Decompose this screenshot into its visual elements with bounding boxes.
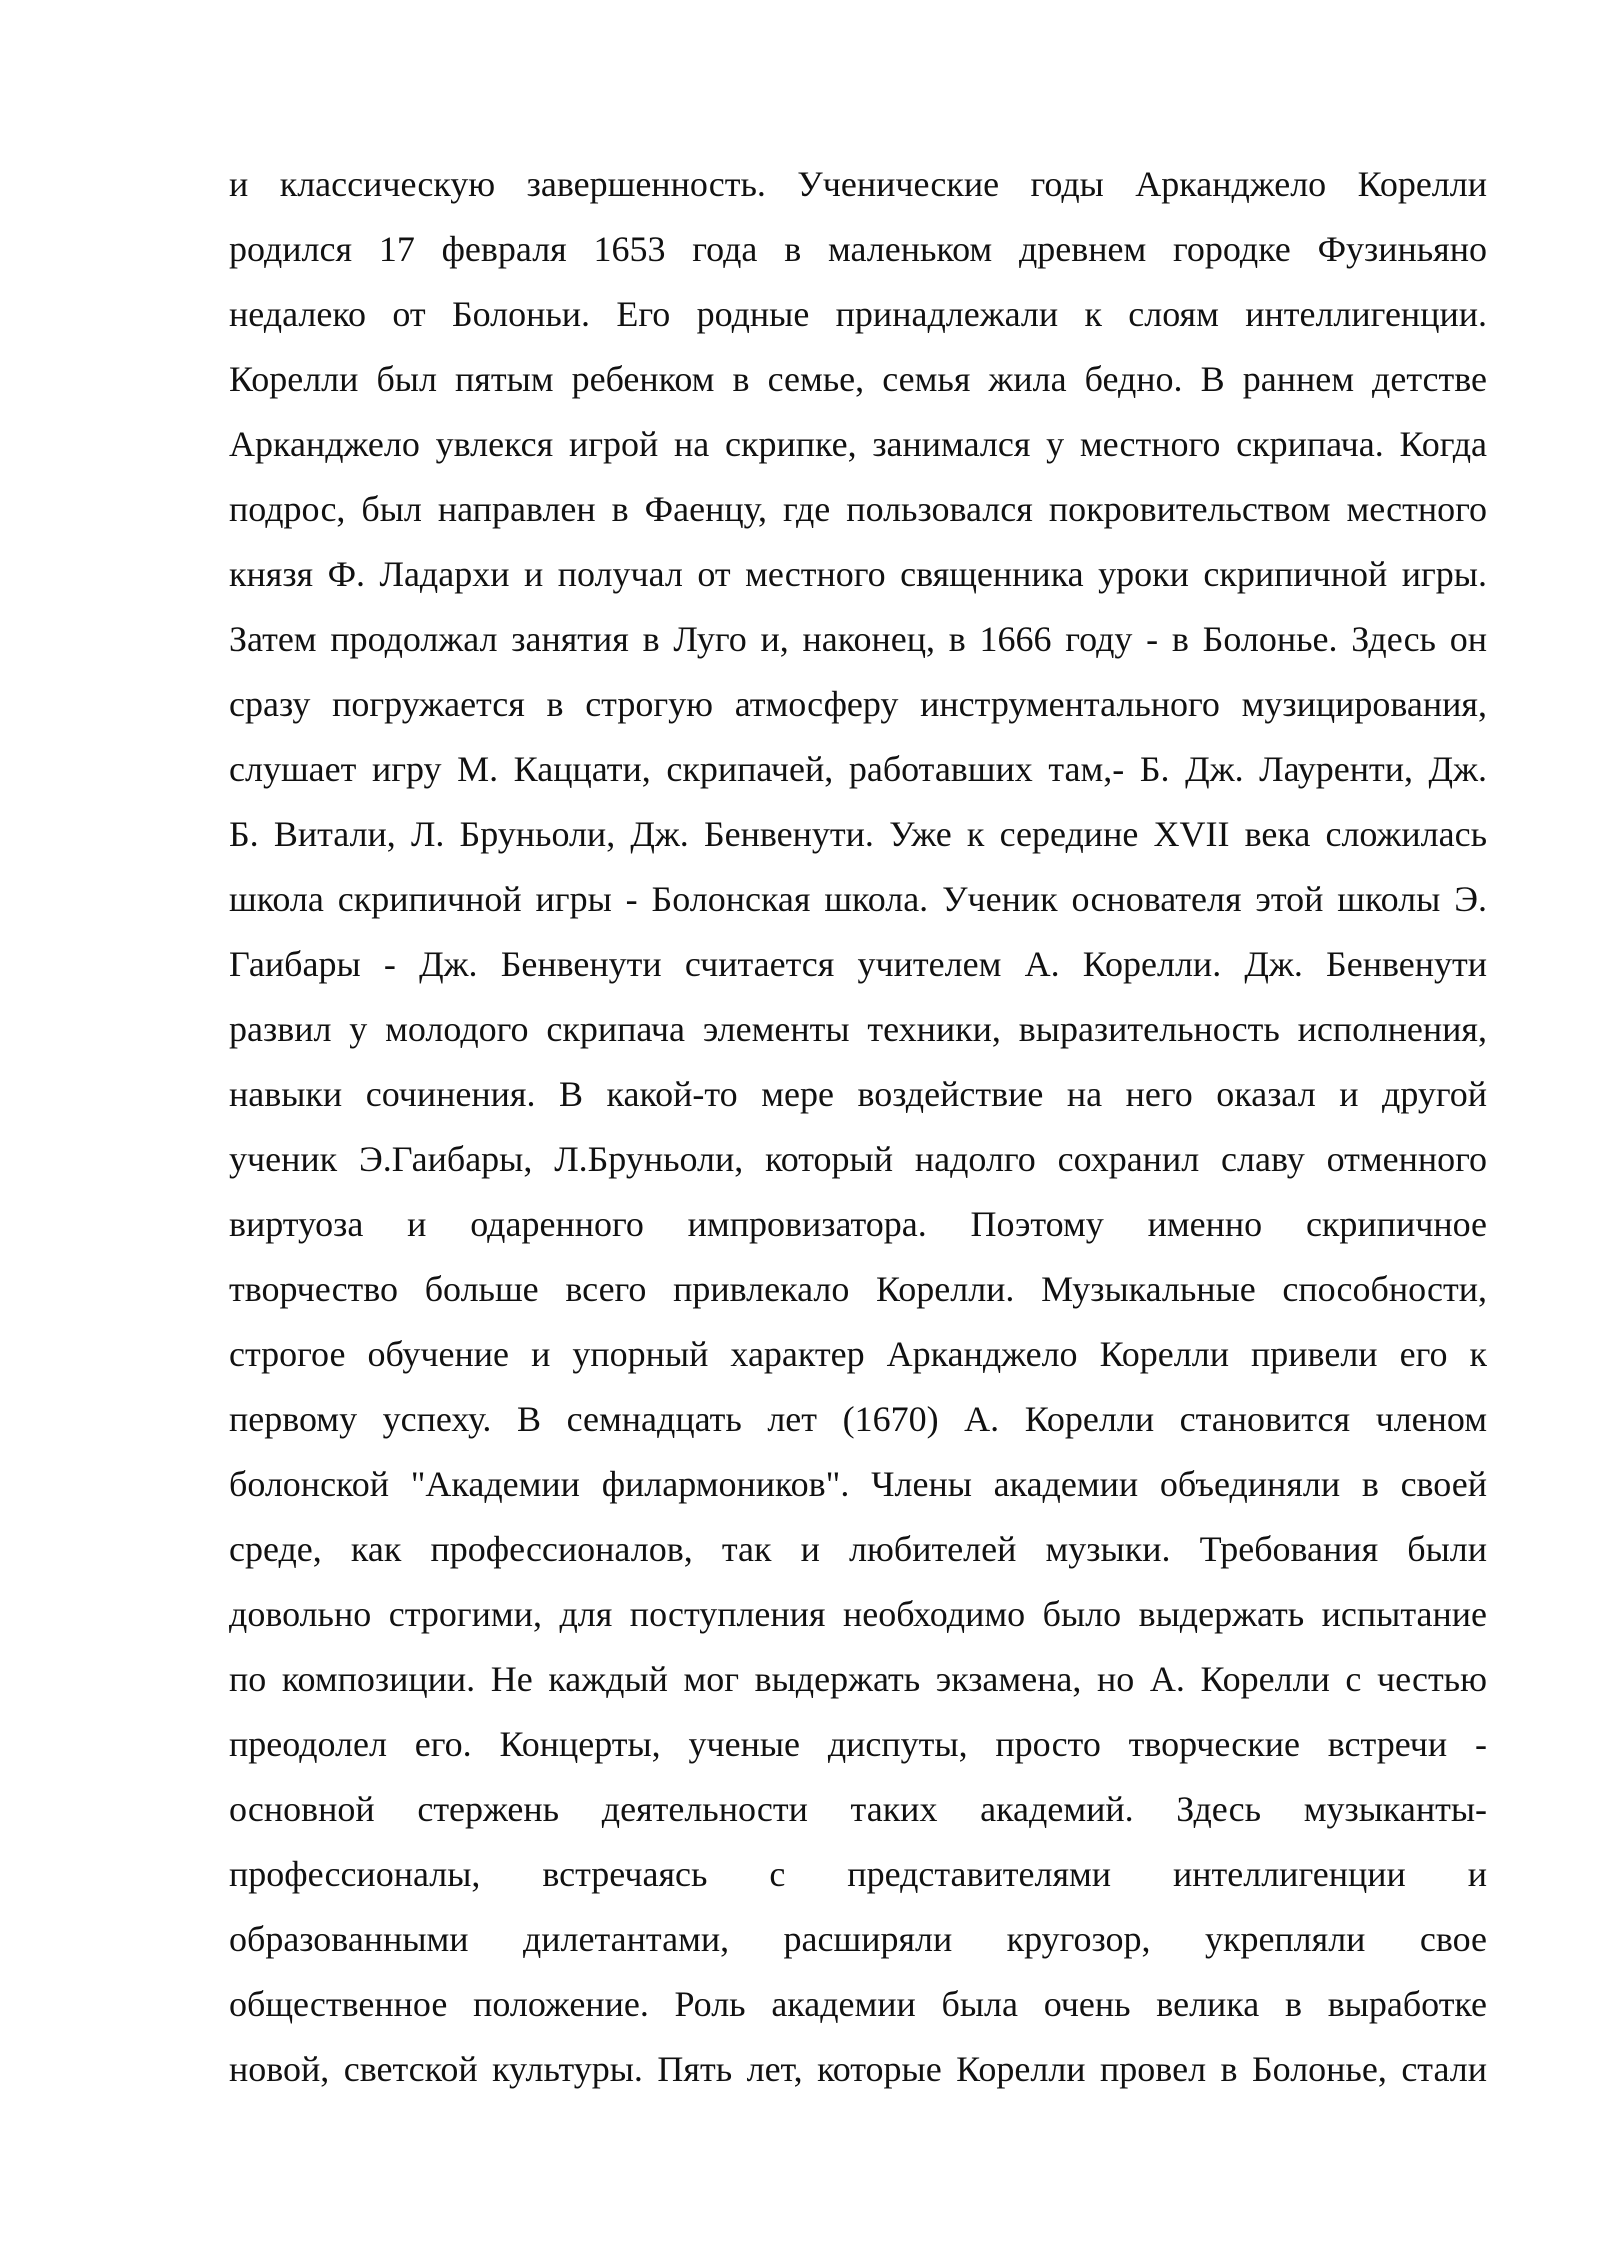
text-line: Гаибары - Дж. Бенвенути считается учителем А. Корелли. Дж. Бенвенути [229,944,1487,984]
text-line: довольно строгими, для поступления необходимо было выдержать испытание [229,1594,1487,1634]
text-line: болонской "Академии филармоников". Члены академии объединяли в своей [229,1464,1487,1504]
text-line: школа скрипичной игры - Болонская школа. Ученик основателя этой школы Э. [229,879,1487,919]
text-line: Затем продолжал занятия в Луго и, наконец, в 1666 году - в Болонье. Здесь он [229,619,1487,659]
text-line: недалеко от Болоньи. Его родные принадлежали к слоям интеллигенции. [229,294,1487,334]
text-line: ученик Э.Гаибары, Л.Бруньоли, который надолго сохранил славу отменного [229,1139,1487,1179]
text-line: навыки сочинения. В какой-то мере воздействие на него оказал и другой [229,1074,1487,1114]
body-text [229,152,1487,2102]
text-line: сразу погружается в строгую атмосферу инструментального музицирования, [229,684,1487,724]
text-line: основной стержень деятельности таких академий. Здесь музыканты- [229,1789,1487,1829]
text-line: Корелли был пятым ребенком в семье, семья жила бедно. В раннем детстве [229,359,1487,399]
text-line: князя Ф. Ладархи и получал от местного священника уроки скрипичной игры. [229,554,1487,594]
text-line: слушает игру М. Каццати, скрипачей, работавших там,- Б. Дж. Лауренти, Дж. [229,749,1487,789]
text-line: строгое обучение и упорный характер Арканджело Корелли привели его к [229,1334,1487,1374]
text-line: по композиции. Не каждый мог выдержать экзамена, но А. Корелли с честью [229,1659,1487,1699]
text-line: среде, как профессионалов, так и любителей музыки. Требования были [229,1529,1487,1569]
text-line: Арканджело увлекся игрой на скрипке, занимался у местного скрипача. Когда [229,424,1487,464]
text-line: развил у молодого скрипача элементы техники, выразительность исполнения, [229,1009,1487,1049]
text-line: первому успеху. В семнадцать лет (1670) А. Корелли становится членом [229,1399,1487,1439]
text-line: новой, светской культуры. Пять лет, которые Корелли провел в Болонье, стали [229,2049,1487,2089]
text-line: Б. Витали, Л. Бруньоли, Дж. Бенвенути. Уже к середине XVII века сложилась [229,814,1487,854]
text-line: образованными дилетантами, расширяли кругозор, укрепляли свое [229,1919,1487,1959]
text-line: родился 17 февраля 1653 года в маленьком древнем городке Фузиньяно [229,229,1487,269]
text-line: и классическую завершенность. Ученические годы Арканджело Корелли [229,164,1487,204]
text-line: профессионалы, встречаясь с представителями интеллигенции и [229,1854,1487,1894]
text-line: общественное положение. Роль академии была очень велика в выработке [229,1984,1487,2024]
text-line: преодолел его. Концерты, ученые диспуты, просто творческие встречи - [229,1724,1487,1764]
text-line: творчество больше всего привлекало Корелли. Музыкальные способности, [229,1269,1487,1309]
text-line: подрос, был направлен в Фаенцу, где пользовался покровительством местного [229,489,1487,529]
text-line: виртуоза и одаренного импровизатора. Поэтому именно скрипичное [229,1204,1487,1244]
